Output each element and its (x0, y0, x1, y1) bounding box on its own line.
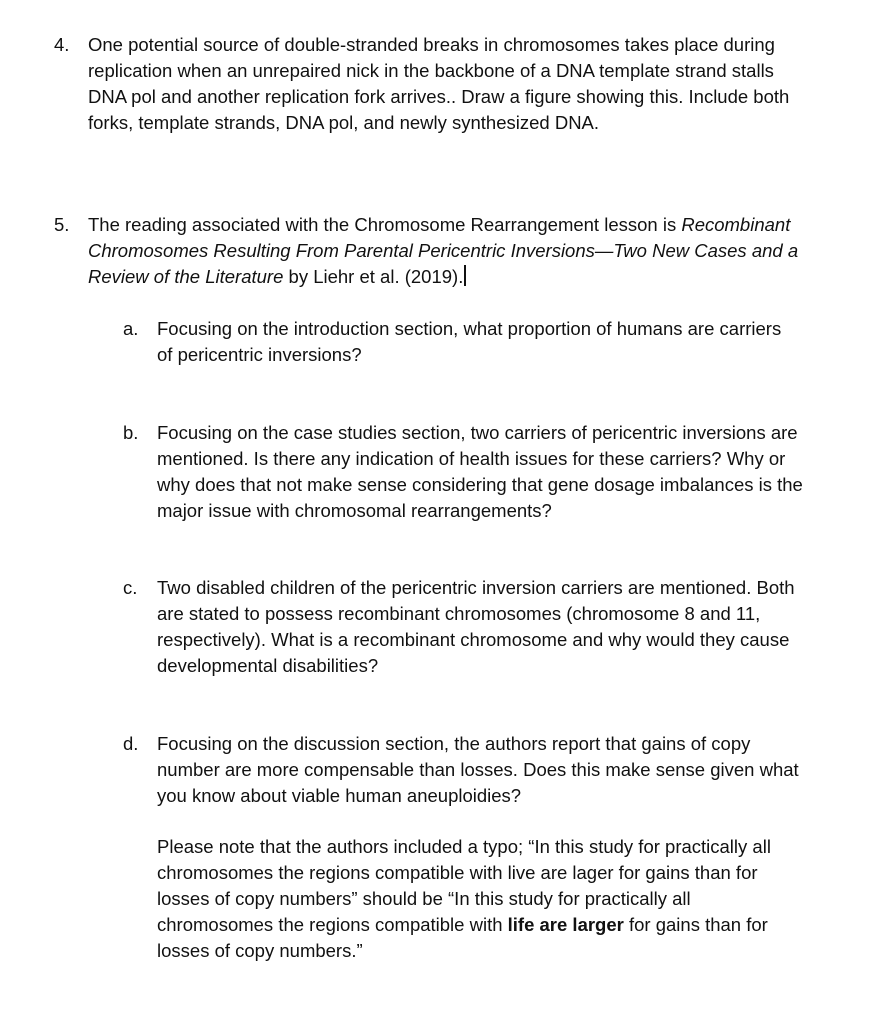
subquestion-text-line: are stated to possess recombinant chromosomes (chromosome 8 and 11, (157, 603, 761, 624)
correction-emphasis: life are larger (507, 914, 624, 935)
plain-text: for gains than for (623, 914, 768, 935)
note-text-line (157, 912, 771, 938)
question-text-line: DNA pol and another replication fork arrives.. Draw a figure showing this. Include both (88, 86, 790, 107)
question-number: 4. (54, 34, 70, 55)
subquestion-text-line: mentioned. Is there any indication of health issues for these carriers? Why or (157, 448, 786, 469)
question-text-line (88, 264, 798, 290)
subquestion-text-line: of pericentric inversions? (157, 344, 362, 365)
subquestion-text-line: Two disabled children of the pericentric inversion carriers are mentioned. Both (157, 577, 795, 598)
reading-title: Review of the Literature (88, 266, 284, 287)
subquestion-text-line: why does that not make sense considering that gene dosage imbalances is the (157, 474, 803, 495)
note-text-line: chromosomes the regions compatible with live are lager for gains than for (157, 862, 758, 883)
plain-text: The reading associated with the Chromosome Rearrangement lesson is (88, 214, 682, 235)
subquestion-letter: c. (123, 577, 138, 598)
question-number: 5. (54, 214, 70, 235)
subquestion-text-line: Focusing on the introduction section, what proportion of humans are carriers (157, 318, 782, 339)
question-text-line (88, 212, 798, 238)
reading-title: Recombinant (681, 214, 791, 235)
text-cursor (464, 265, 466, 286)
question-text-line: One potential source of double-stranded breaks in chromosomes takes place during (88, 34, 775, 55)
reading-title: Chromosomes Resulting From Parental Pericentric Inversions—Two New Cases and a (88, 240, 799, 261)
subquestion-text-line: you know about viable human aneuploidies? (157, 785, 522, 806)
subquestion-text-line: major issue with chromosomal rearrangements? (157, 500, 552, 521)
question-text-line (88, 238, 798, 264)
subquestion-letter: d. (123, 733, 139, 754)
subquestion-text-line: developmental disabilities? (157, 655, 379, 676)
subquestion-text-line: number are more compensable than losses. Does this make sense given what (157, 759, 799, 780)
note-text-line: losses of copy numbers.” (157, 940, 363, 961)
note-text-line: Please note that the authors included a typo; “In this study for practically all (157, 836, 771, 857)
note-text-line: losses of copy numbers” should be “In this study for practically all (157, 888, 691, 909)
plain-text: chromosomes the regions compatible with (157, 914, 508, 935)
subquestion-text-line: Focusing on the case studies section, two carriers of pericentric inversions are (157, 422, 798, 443)
subquestion-letter: a. (123, 318, 139, 339)
question-text-line: replication when an unrepaired nick in the backbone of a DNA template strand stalls (88, 60, 774, 81)
subquestion-text-line: Focusing on the discussion section, the authors report that gains of copy (157, 733, 751, 754)
plain-text: by Liehr et al. (2019). (283, 266, 464, 287)
subquestion-letter: b. (123, 422, 139, 443)
subquestion-text-line: respectively). What is a recombinant chromosome and why would they cause (157, 629, 790, 650)
question-text-line: forks, template strands, DNA pol, and newly synthesized DNA. (88, 112, 600, 133)
